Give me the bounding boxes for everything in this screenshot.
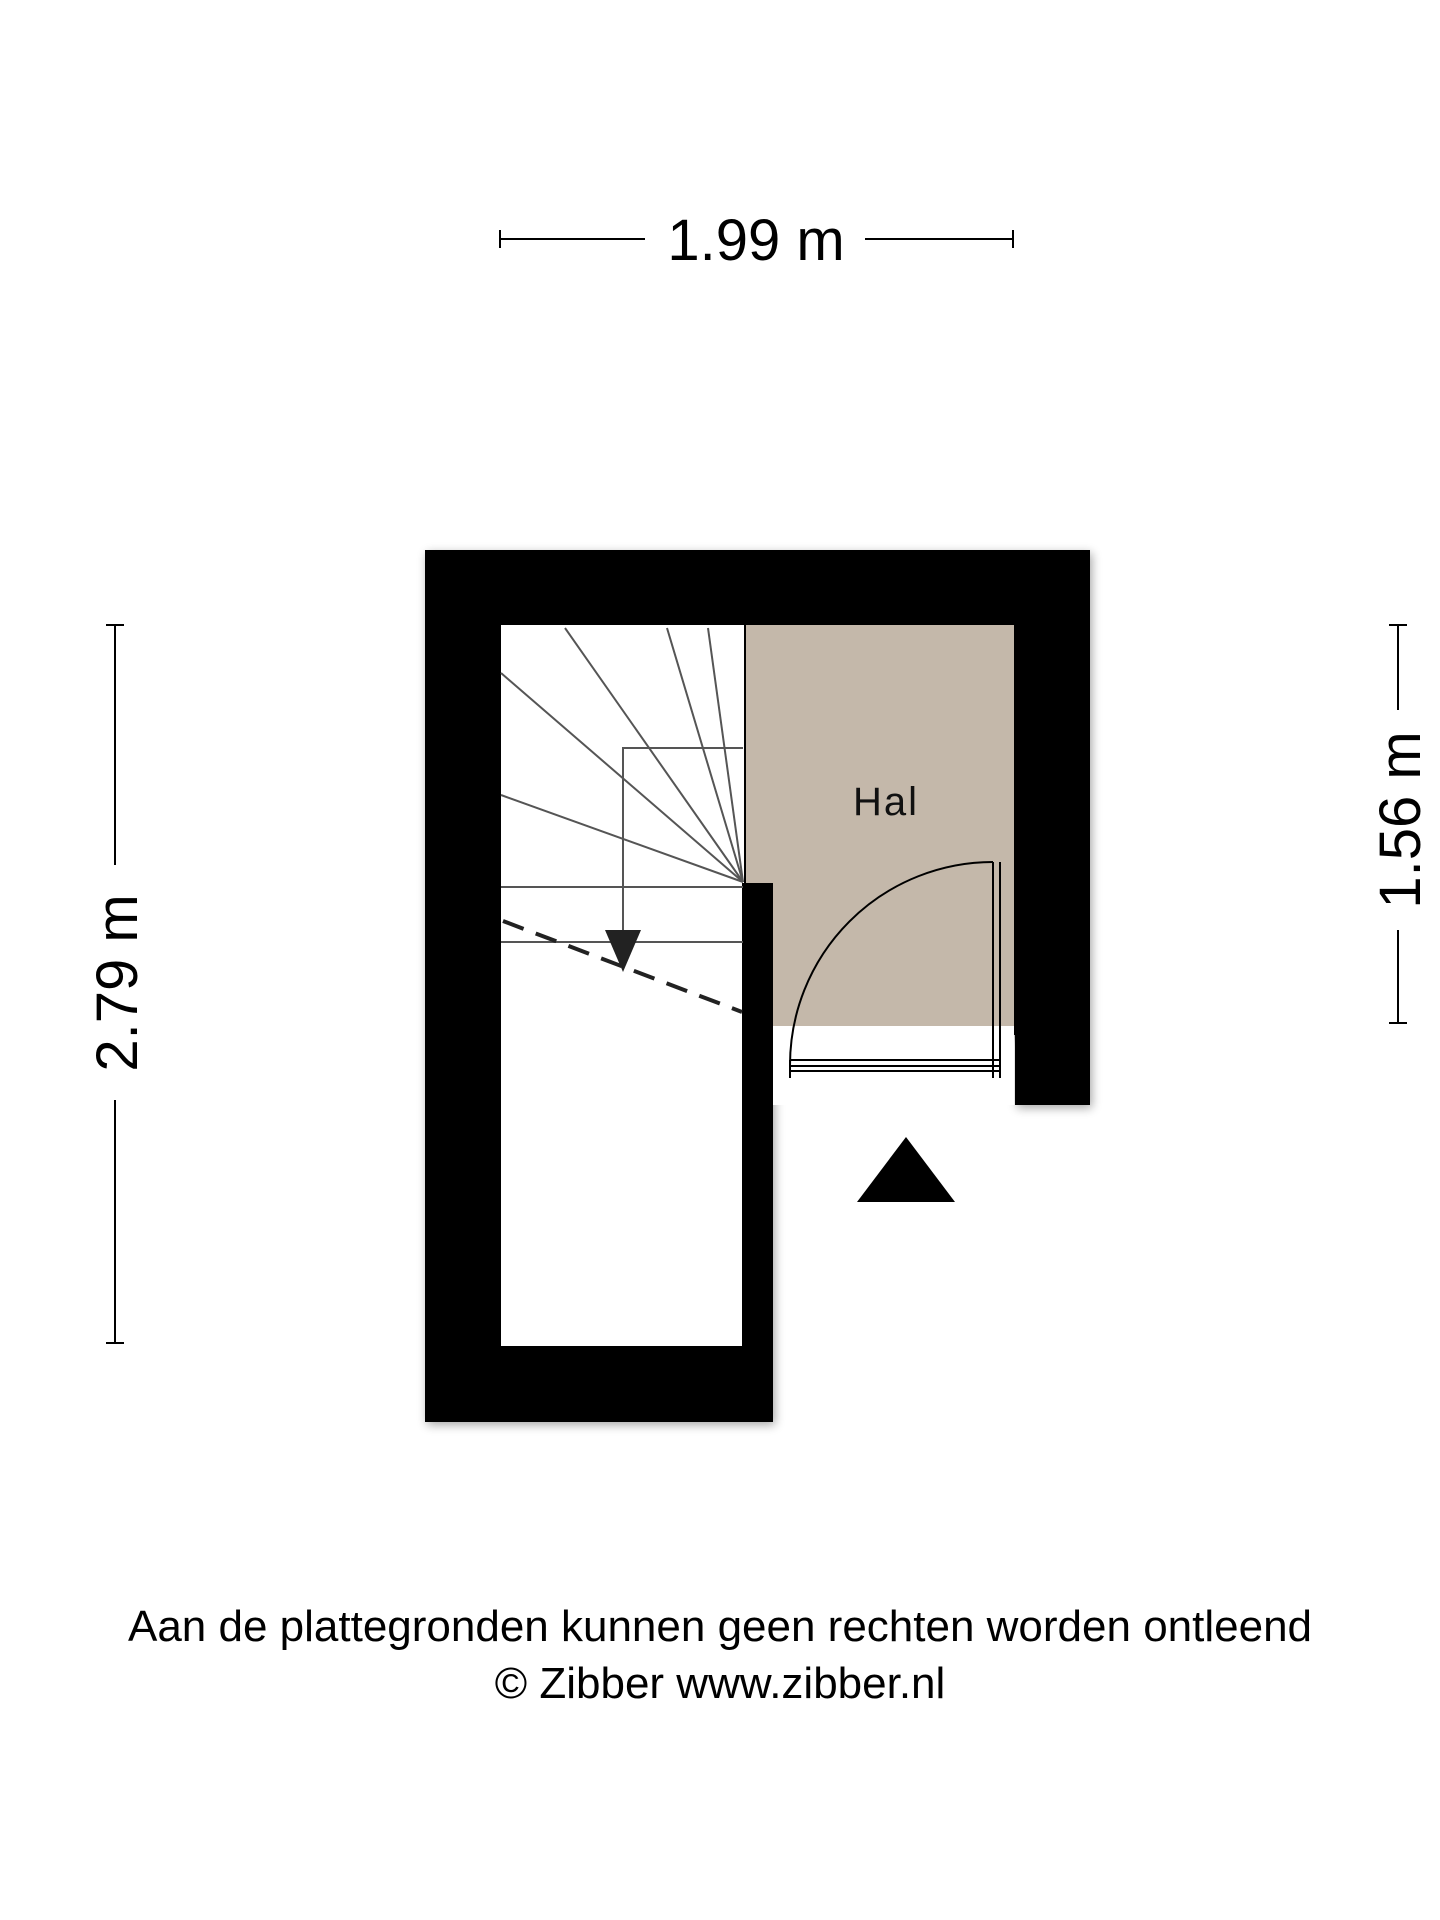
footer (0, 1598, 1440, 1712)
stair-area (501, 625, 744, 1346)
hal-floor (746, 625, 1014, 1026)
disclaimer-text: Aan de plattegronden kunnen geen rechten worden ontleend (127, 1602, 1313, 1651)
room-label-hal: Hal (852, 780, 920, 824)
entrance-arrow-icon (857, 1137, 955, 1202)
dimension-left-label: 2.79 m (85, 894, 150, 1072)
dimension-top-label: 1.99 m (667, 208, 845, 273)
dimension-right-label: 1.56 m (1368, 731, 1433, 909)
inner-wall (744, 883, 773, 1105)
copyright-text: © Zibber www.zibber.nl (494, 1659, 946, 1708)
